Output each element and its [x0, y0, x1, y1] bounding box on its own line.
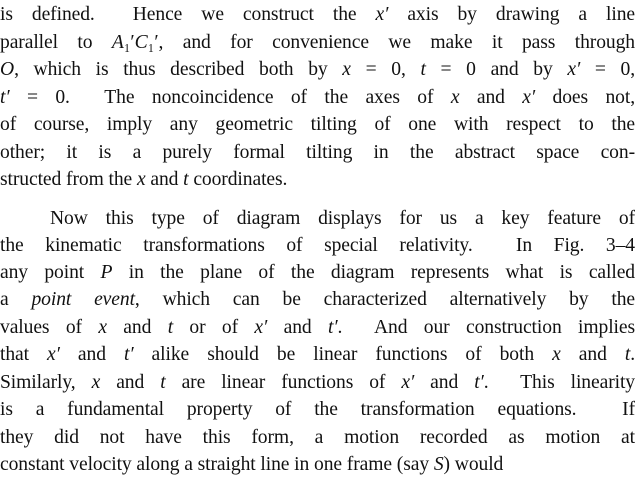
italic-text: x′	[522, 87, 535, 108]
text-run: or of	[173, 317, 254, 338]
text-run: ₁′, and for convenience we make it pass through	[148, 32, 635, 53]
italic-text: x′	[567, 59, 580, 80]
text-line	[0, 315, 635, 341]
text-run: that	[0, 344, 47, 365]
text-run: does not,	[535, 87, 635, 108]
text-line	[0, 57, 635, 83]
text-run: and	[267, 317, 328, 338]
text-run: = 0 and by	[426, 59, 568, 80]
italic-text: t	[160, 372, 165, 393]
text-line	[50, 206, 635, 232]
text-run: of course, imply any geometric tilting of one with respect to the	[0, 114, 635, 135]
text-run: a	[0, 289, 31, 310]
italic-text: t′	[124, 344, 134, 365]
italic-text: x′	[47, 344, 60, 365]
italic-text: t	[420, 59, 425, 80]
italic-text: x	[552, 344, 561, 365]
text-run: is a fundamental property of the transformation equations. If	[0, 399, 635, 420]
text-run: .	[630, 344, 635, 365]
italic-text: x	[342, 59, 351, 80]
italic-text: t	[625, 344, 630, 365]
text-run: are linear functions of	[166, 372, 402, 393]
text-line	[0, 342, 635, 368]
text-line	[0, 140, 635, 166]
italic-text: x	[451, 87, 460, 108]
italic-text: S	[434, 454, 444, 475]
italic-text: t	[183, 169, 188, 190]
italic-text: A	[112, 32, 124, 53]
italic-text: x′	[254, 317, 267, 338]
text-line	[0, 397, 635, 423]
italic-text: x	[137, 169, 146, 190]
text-line	[0, 452, 635, 478]
text-run: ) would	[444, 454, 504, 475]
text-run: and	[107, 317, 168, 338]
text-line	[0, 233, 635, 259]
text-run: and	[414, 372, 474, 393]
text-run: = 0,	[351, 59, 421, 80]
text-run: values of	[0, 317, 98, 338]
text-run: , which can be characterized alternatively by the	[135, 289, 635, 310]
text-run: = 0,	[580, 59, 635, 80]
text-run: they did not have this form, a motion recorded as motion at	[0, 427, 635, 448]
text-line	[0, 167, 635, 193]
italic-text: x′	[376, 4, 389, 25]
italic-text: t	[168, 317, 173, 338]
italic-text: t′	[328, 317, 338, 338]
text-run: . And our construction implies	[338, 317, 635, 338]
text-run: and	[60, 344, 124, 365]
text-run: coordinates.	[189, 169, 288, 190]
italic-text: t′	[474, 372, 484, 393]
text-line	[0, 2, 635, 28]
italic-text: t′	[0, 87, 10, 108]
text-line	[0, 370, 635, 396]
text-run: constant velocity along a straight line in one frame (say	[0, 454, 434, 475]
text-run: and	[459, 87, 522, 108]
text-run: and	[561, 344, 625, 365]
text-run: any point	[0, 262, 101, 283]
text-run: axis by drawing a line	[388, 4, 635, 25]
italic-text: x	[98, 317, 107, 338]
italic-text: C	[135, 32, 148, 53]
text-run: and	[100, 372, 160, 393]
italic-text: x	[92, 372, 101, 393]
text-line	[0, 260, 635, 286]
text-run: Now this type of diagram displays for us a key feature of	[50, 208, 635, 229]
text-run: and	[146, 169, 184, 190]
italic-text: point event	[31, 289, 134, 310]
text-line	[0, 30, 635, 56]
text-run: structed from the	[0, 169, 137, 190]
italic-text: P	[101, 262, 113, 283]
text-run: alike should be linear functions of both	[134, 344, 553, 365]
text-run: in the plane of the diagram represents what is called	[112, 262, 635, 283]
text-run: parallel to	[0, 32, 112, 53]
text-run: other; it is a purely formal tilting in the abstract space con-	[0, 142, 635, 163]
text-run: the kinematic transformations of special relativity. In Fig. 3–4	[0, 235, 635, 256]
text-line	[0, 287, 635, 313]
text-run: , which is thus described both by	[14, 59, 342, 80]
text-run: is defined. Hence we construct the	[0, 4, 376, 25]
text-line	[0, 85, 635, 111]
text-run: = 0. The noncoincidence of the axes of	[10, 87, 451, 108]
text-line	[0, 425, 635, 451]
text-run: ₁′	[124, 32, 135, 53]
text-line	[0, 112, 635, 138]
text-run: . This linearity	[484, 372, 635, 393]
italic-text: x′	[401, 372, 414, 393]
text-run: Similarly,	[0, 372, 92, 393]
italic-text: O	[0, 59, 14, 80]
